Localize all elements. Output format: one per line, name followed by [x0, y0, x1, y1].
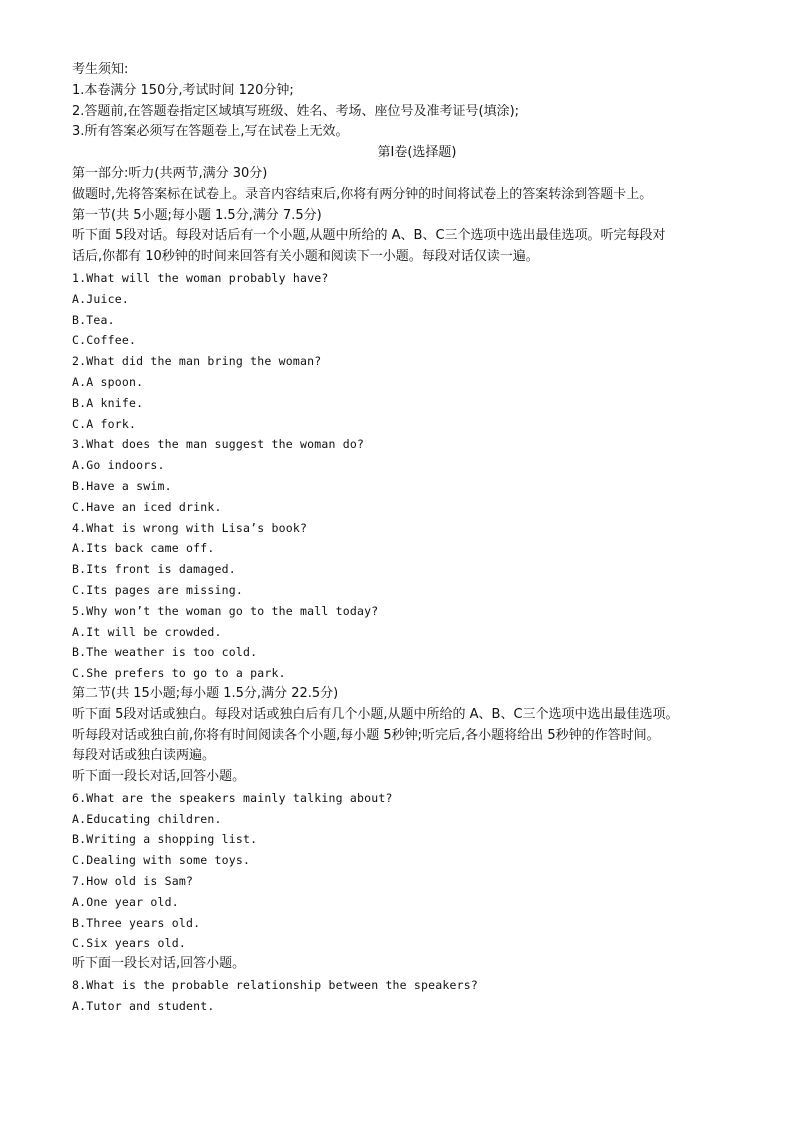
- option-4c: C.Its pages are missing.: [72, 582, 243, 597]
- option-5c: C.She prefers to go to a park.: [72, 666, 286, 681]
- part1-title: 第一部分:听力(共两节,满分 30分): [72, 165, 268, 181]
- question-1: 1.What will the woman probably have?: [72, 270, 329, 285]
- option-1b: B.Tea.: [72, 312, 115, 327]
- option-2b: B.A knife.: [72, 395, 144, 410]
- option-2c: C.A fork.: [72, 416, 137, 431]
- question-2: 2.What did the man bring the woman?: [72, 354, 322, 369]
- section2-instruction: 每段对话或独白读两遍。: [72, 748, 216, 764]
- volume-title: 第Ⅰ卷(选择题): [377, 145, 457, 161]
- option-6b: B.Writing a shopping list.: [72, 832, 258, 847]
- option-8a: A.Tutor and student.: [72, 998, 215, 1013]
- option-1c: C.Coffee.: [72, 333, 137, 348]
- question-3: 3.What does the man suggest the woman do?: [72, 437, 365, 452]
- option-1a: A.Juice.: [72, 291, 129, 306]
- notice-heading: 考生须知:: [72, 62, 129, 77]
- question-4: 4.What is wrong with Lisa’s book?: [72, 520, 308, 535]
- section1-instruction: 话后,你都有 10秒钟的时间来回答有关小题和阅读下一小题。每段对话仅读一遍。: [72, 249, 539, 265]
- option-6a: A.Educating children.: [72, 811, 222, 826]
- question-6: 6.What are the speakers mainly talking about?: [72, 790, 393, 805]
- option-3c: C.Have an iced drink.: [72, 499, 222, 514]
- group-intro: 听下面一段长对话,回答小题。: [72, 956, 246, 972]
- option-4a: A.Its back came off.: [72, 541, 215, 556]
- question-5: 5.Why won’t the woman go to the mall today?: [72, 603, 379, 618]
- option-4b: B.Its front is damaged.: [72, 562, 236, 577]
- option-2a: A.A spoon.: [72, 374, 144, 389]
- option-6c: C.Dealing with some toys.: [72, 853, 251, 868]
- part1-instruction: 做题时,先将答案标在试卷上。录音内容结束后,你将有两分钟的时间将试卷上的答案转涂到答题卡上。: [72, 186, 653, 202]
- option-7a: A.One year old.: [72, 894, 179, 909]
- section2-instruction: 听每段对话或独白前,你将有时间阅读各个小题,每小题 5秒钟;听完后,各小题将给出 5秒钟的作答时间。: [72, 727, 660, 743]
- exam-page: [72, 60, 752, 1017]
- option-3a: A.Go indoors.: [72, 458, 165, 473]
- question-7: 7.How old is Sam?: [72, 874, 194, 889]
- section2-instruction: 听下面 5段对话或独白。每段对话或独白后有几个小题,从题中所给的 A、B、C三个选项中选出最佳选项。: [72, 706, 679, 722]
- section1-instruction: 听下面 5段对话。每段对话后有一个小题,从题中所给的 A、B、C三个选项中选出最佳选项。听完每段对: [72, 228, 666, 244]
- group-intro: 听下面一段长对话,回答小题。: [72, 769, 246, 785]
- section1-title: 第一节(共 5小题;每小题 1.5分,满分 7.5分): [72, 207, 322, 223]
- option-7c: C.Six years old.: [72, 936, 186, 951]
- option-5b: B.The weather is too cold.: [72, 645, 258, 660]
- question-8: 8.What is the probable relationship between the speakers?: [72, 978, 479, 993]
- option-5a: A.It will be crowded.: [72, 624, 222, 639]
- notice-item: 3.所有答案必须写在答题卷上,写在试卷上无效。: [72, 124, 349, 140]
- notice-item: 2.答题前,在答题卷指定区域填写班级、姓名、考场、座位号及准考证号(填涂);: [72, 103, 520, 119]
- option-3b: B.Have a swim.: [72, 478, 172, 493]
- section2-title: 第二节(共 15小题;每小题 1.5分,满分 22.5分): [72, 685, 339, 701]
- notice-item: 1.本卷满分 150分,考试时间 120分钟;: [72, 82, 294, 98]
- option-7b: B.Three years old.: [72, 915, 201, 930]
